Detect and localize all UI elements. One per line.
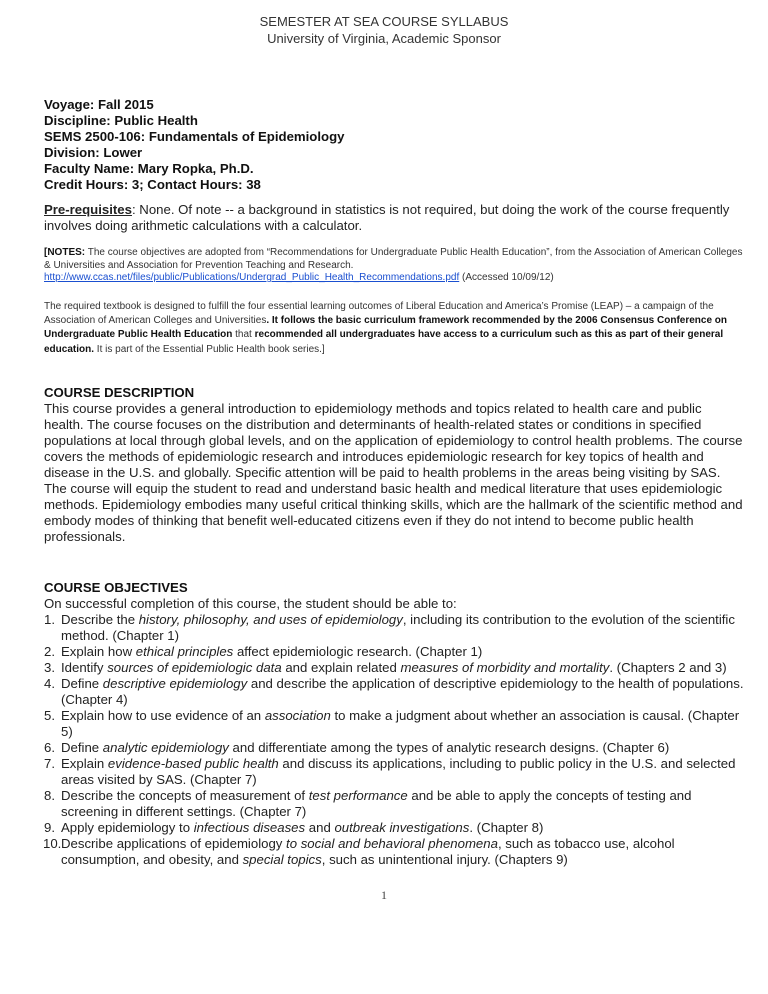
item-text: Apply epidemiology to xyxy=(61,820,194,835)
textbook-bold: recommended all undergraduates have access to a curriculum such as this as part of their general education. xyxy=(44,329,724,355)
item-emphasis: special topics xyxy=(242,852,322,867)
item-text: , including its contribution to the evolution of the scientific method. (Chapter 1) xyxy=(61,612,735,643)
list-item xyxy=(44,612,744,644)
list-item xyxy=(44,740,744,756)
item-number: 4. xyxy=(44,676,55,691)
item-number: 2. xyxy=(44,644,55,659)
item-text: , such as tobacco use, alcohol consumption, and obesity, and xyxy=(61,836,675,867)
item-emphasis: sources of epidemiologic data xyxy=(107,660,282,675)
prerequisites xyxy=(44,202,734,234)
list-item xyxy=(44,836,744,868)
item-text: . (Chapters 2 and 3) xyxy=(609,660,727,675)
item-emphasis: descriptive epidemiology xyxy=(102,676,248,691)
faculty-name: Faculty Name: Mary Ropka, Ph.D. xyxy=(44,161,254,176)
prerequisites-label: Pre-requisites xyxy=(44,202,132,217)
discipline: Discipline: Public Health xyxy=(44,113,198,128)
item-text: and differentiate among the types of analytic research designs. (Chapter 6) xyxy=(228,740,670,755)
item-text: Identify xyxy=(61,660,108,675)
textbook-text: that xyxy=(232,329,255,341)
item-emphasis: history, philosophy, and uses of epidemiology xyxy=(138,612,403,627)
division: Division: Lower xyxy=(44,145,143,160)
objectives-intro: On successful completion of this course, the student should be able to: xyxy=(44,596,457,611)
textbook-bold: . It follows the basic curriculum framework recommended by the 2006 Consensus Conference on Undergraduate Public Health Education xyxy=(44,315,728,341)
recommendations-link[interactable]: http://www.ccas.net/files/public/Publications/Undergrad_Public_Health_Recommendations.pdf xyxy=(44,272,460,284)
item-text: and explain related xyxy=(281,660,401,675)
item-emphasis: ethical principles xyxy=(135,644,234,659)
item-emphasis: analytic epidemiology xyxy=(102,740,229,755)
list-item xyxy=(44,820,744,836)
item-number: 7. xyxy=(44,756,55,771)
item-text: . (Chapter 8) xyxy=(469,820,544,835)
item-text: Describe the xyxy=(61,612,139,627)
item-number: 10. xyxy=(43,836,62,851)
notes xyxy=(44,247,744,285)
textbook-text: The required textbook is designed to fulfill the four essential learning outcomes of Liberal Education and America’s Promise (LEAP) – a campaign of the Association of American Colleges and Universities xyxy=(44,301,714,327)
notes-text: The course objectives are adopted from “Recommendations for Undergraduate Public Health Education”, from the Association of American Colleges & Universities and Association for Prevention Teaching and Research. xyxy=(44,247,743,271)
item-emphasis: measures of morbidity and mortality xyxy=(400,660,610,675)
item-text: and describe the application of descriptive epidemiology to the health of populations. (Chapter 4) xyxy=(61,676,744,707)
section-heading: COURSE OBJECTIVES xyxy=(44,580,188,595)
item-text: , such as unintentional injury. (Chapters 9) xyxy=(321,852,568,867)
item-text: and xyxy=(305,820,335,835)
textbook-note xyxy=(44,300,744,357)
objectives-list xyxy=(44,612,744,868)
item-text: and be able to apply the concepts of testing and screening in different settings. (Chapter 7) xyxy=(61,788,692,819)
item-number: 5. xyxy=(44,708,55,723)
item-number: 3. xyxy=(44,660,55,675)
notes-label: [NOTES: xyxy=(44,247,86,258)
accessed-date: (Accessed 10/09/12) xyxy=(459,272,554,284)
textbook-text: It is part of the Essential Public Health book series.] xyxy=(94,343,325,355)
item-number: 8. xyxy=(44,788,55,803)
description-text: This course provides a general introduction to epidemiology methods and topics related to health care and public health. The course focuses on the distribution and determinants of health-related states or conditions in specified populations at local through global levels, and on the application of epidemiology to control health problems. The course covers the methods of epidemiologic research and introduces epidemiologic research for key topics of health and disease in the U.S. and globally. Specific attention will be paid to health problems in the areas being visiting by SAS. The course will equip the student to read and understand basic health and medical literature that uses epidemiologic methods. Epidemiology embodies many useful critical thinking skills, which are the hallmark of the scientific method and embody modes of thinking that benefit well-educated citizens even if they do not intend to become public health professionals. xyxy=(44,401,743,544)
item-emphasis: infectious diseases xyxy=(193,820,306,835)
item-text: affect epidemiologic research. (Chapter 1) xyxy=(233,644,483,659)
item-text: Explain how to use evidence of an xyxy=(61,708,265,723)
item-emphasis: evidence-based public health xyxy=(107,756,279,771)
prerequisites-text: : None. Of note -- a background in statistics is not required, but doing the work of the course frequently involves doing arithmetic calculations with a calculator. xyxy=(44,202,730,233)
course-objectives xyxy=(44,580,744,868)
item-number: 6. xyxy=(44,740,55,755)
item-text: Explain xyxy=(61,756,108,771)
credit-hours: Credit Hours: 3; Contact Hours: 38 xyxy=(44,177,261,192)
item-emphasis: outbreak investigations xyxy=(334,820,470,835)
item-emphasis: association xyxy=(264,708,331,723)
list-item xyxy=(44,660,744,676)
course-code: SEMS 2500-106: Fundamentals of Epidemiology xyxy=(44,129,345,144)
list-item xyxy=(44,676,744,708)
item-text: Define xyxy=(61,740,103,755)
document-title: SEMESTER AT SEA COURSE SYLLABUS xyxy=(259,14,509,29)
page-number: 1 xyxy=(381,888,387,902)
item-text: Describe applications of epidemiology xyxy=(61,836,287,851)
item-text: Describe the concepts of measurement of xyxy=(61,788,309,803)
item-number: 9. xyxy=(44,820,55,835)
voyage: Voyage: Fall 2015 xyxy=(44,97,154,112)
list-item xyxy=(44,708,744,740)
course-description xyxy=(44,385,744,545)
document-subtitle: University of Virginia, Academic Sponsor xyxy=(267,31,501,46)
item-text: and discuss its applications, including to public policy in the U.S. and selected areas visited by SAS. (Chapter 7) xyxy=(61,756,736,787)
item-emphasis: to social and behavioral phenomena xyxy=(286,836,498,851)
item-number: 1. xyxy=(44,612,55,627)
course-meta xyxy=(44,97,344,193)
list-item xyxy=(44,644,744,660)
section-heading: COURSE DESCRIPTION xyxy=(44,385,195,400)
item-text: Define xyxy=(61,676,103,691)
list-item xyxy=(44,788,744,820)
item-emphasis: test performance xyxy=(308,788,408,803)
item-text: Explain how xyxy=(61,644,136,659)
item-text: to make a judgment about whether an association is causal. (Chapter 5) xyxy=(61,708,740,739)
list-item xyxy=(44,756,744,788)
